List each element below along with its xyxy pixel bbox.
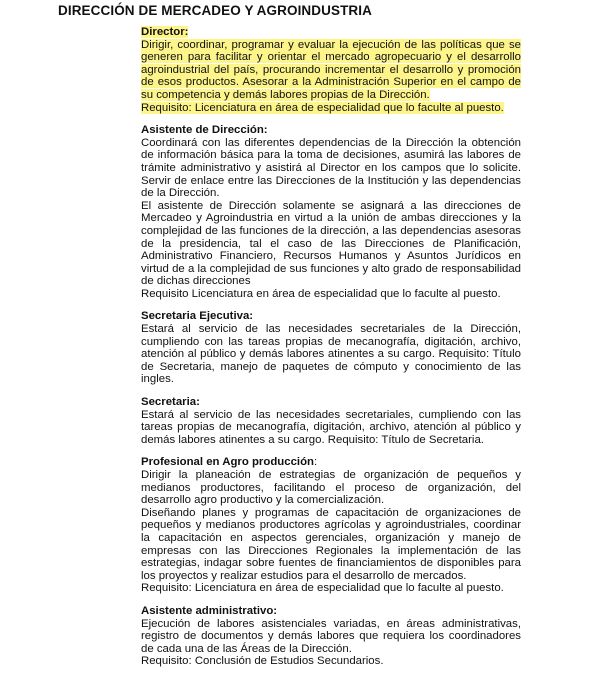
section-secretaria <box>141 396 521 446</box>
section-body <box>141 39 521 115</box>
section-asistente-administrativo <box>141 605 521 668</box>
requirement-text: Requisito: Conclusión de Estudios Secundarios. <box>141 655 384 668</box>
section-body <box>141 618 521 668</box>
requirement-text: Requisito: Licenciatura en área de especialidad que lo faculte al puesto. <box>141 582 504 595</box>
section-body <box>141 323 521 386</box>
paragraph: Ejecución de labores asistenciales variadas, en áreas administrativas, registro de documentos y demás labores que requiera los coordinadores de cada una de las Áreas de la Dirección. <box>141 617 521 655</box>
document-body <box>141 26 521 678</box>
page-title: DIRECCIÓN DE MERCADEO Y AGROINDUSTRIA <box>58 3 372 18</box>
requirement-text: Requisito Licenciatura en área de especialidad que lo faculte al puesto. <box>141 287 501 300</box>
section-title: Secretaria Ejecutiva: <box>141 310 254 323</box>
section-asistente-direccion <box>141 124 521 300</box>
requirement-text: Requisito: Licenciatura en área de especialidad que lo faculte al puesto. <box>141 101 504 114</box>
section-secretaria-ejecutiva <box>141 310 521 386</box>
section-title: Secretaria: <box>141 396 200 409</box>
section-title: Asistente de Dirección: <box>141 124 268 137</box>
paragraph: Dirigir, coordinar, programar y evaluar la ejecución de las políticas que se generen para facilitar y orientar el mercado agropecuario y el desarrollo agroindustrial del país, procurando incrementar el desarrollo y promoción de esos productos. Asesorar a la Administración Superior en el campo de su competencia y demás labores propias de la Dirección. <box>141 38 521 101</box>
paragraph: El asistente de Dirección solamente se asignará a las direcciones de Mercadeo y Agroindustria en virtud a la unión de ambas direcciones y la complejidad de las funciones de la dirección, a las dependencias asesoras de la presidencia, tal el caso de las Direcciones de Planificación, Administrativo Financiero, Recursos Humanos y Asuntos Jurídicos en virtud de a la complejidad de sus funciones y alto grado de responsabilidad de dichas direcciones <box>141 199 521 288</box>
paragraph: Dirigir la planeación de estrategias de organización de pequeños y medianos productores, facilitando el proceso de organización, del desarrollo agro productivo y la comercialización. <box>141 469 521 507</box>
section-body <box>141 469 521 595</box>
section-title: Asistente administrativo: <box>141 604 278 617</box>
section-title <box>141 26 521 39</box>
section-profesional-agro <box>141 456 521 595</box>
paragraph: Coordinará con las diferentes dependencias de la Dirección la obtención de información básica para la toma de decisiones, asumirá las labores de trámite administrativo y asistirá al Director en los campos que lo solicite. Servir de enlace entre las Direcciones de la Institución y las dependencias de la Dirección. <box>141 136 521 200</box>
paragraph: Estará al servicio de las necesidades secretariales, cumpliendo con las tareas propias de mecanografía, digitación, archivo, atención al público y demás labores atinentes a su cargo. Requisito: Título de Secretaria. <box>141 408 521 446</box>
paragraph: Diseñando planes y programas de capacitación de organizaciones de pequeños y medianos productores agrícolas y agroindustriales, coordinar la capacitación en aspectos gerenciales, organización y manejo de empresas con las Direcciones Regionales la implementación de las estrategias, indagar sobre fuentes de financiamientos de disponibles para los proyectos y realizar estudios para el desarrollo de mercados. <box>141 506 521 582</box>
section-body <box>141 409 521 447</box>
paragraph: Estará al servicio de las necesidades secretariales de la Dirección, cumpliendo con las tareas propias de mecanografía, digitación, archivo, atención al público y demás labores atinentes a su cargo. Requisito: Título de Secretaria, manejo de paquetes de cómputo y conocimiento de las ingles. <box>141 323 521 386</box>
section-title: Profesional en Agro producción: <box>141 456 318 469</box>
highlight-mark: Director: <box>141 26 189 38</box>
section-director <box>141 26 521 114</box>
section-body <box>141 137 521 301</box>
